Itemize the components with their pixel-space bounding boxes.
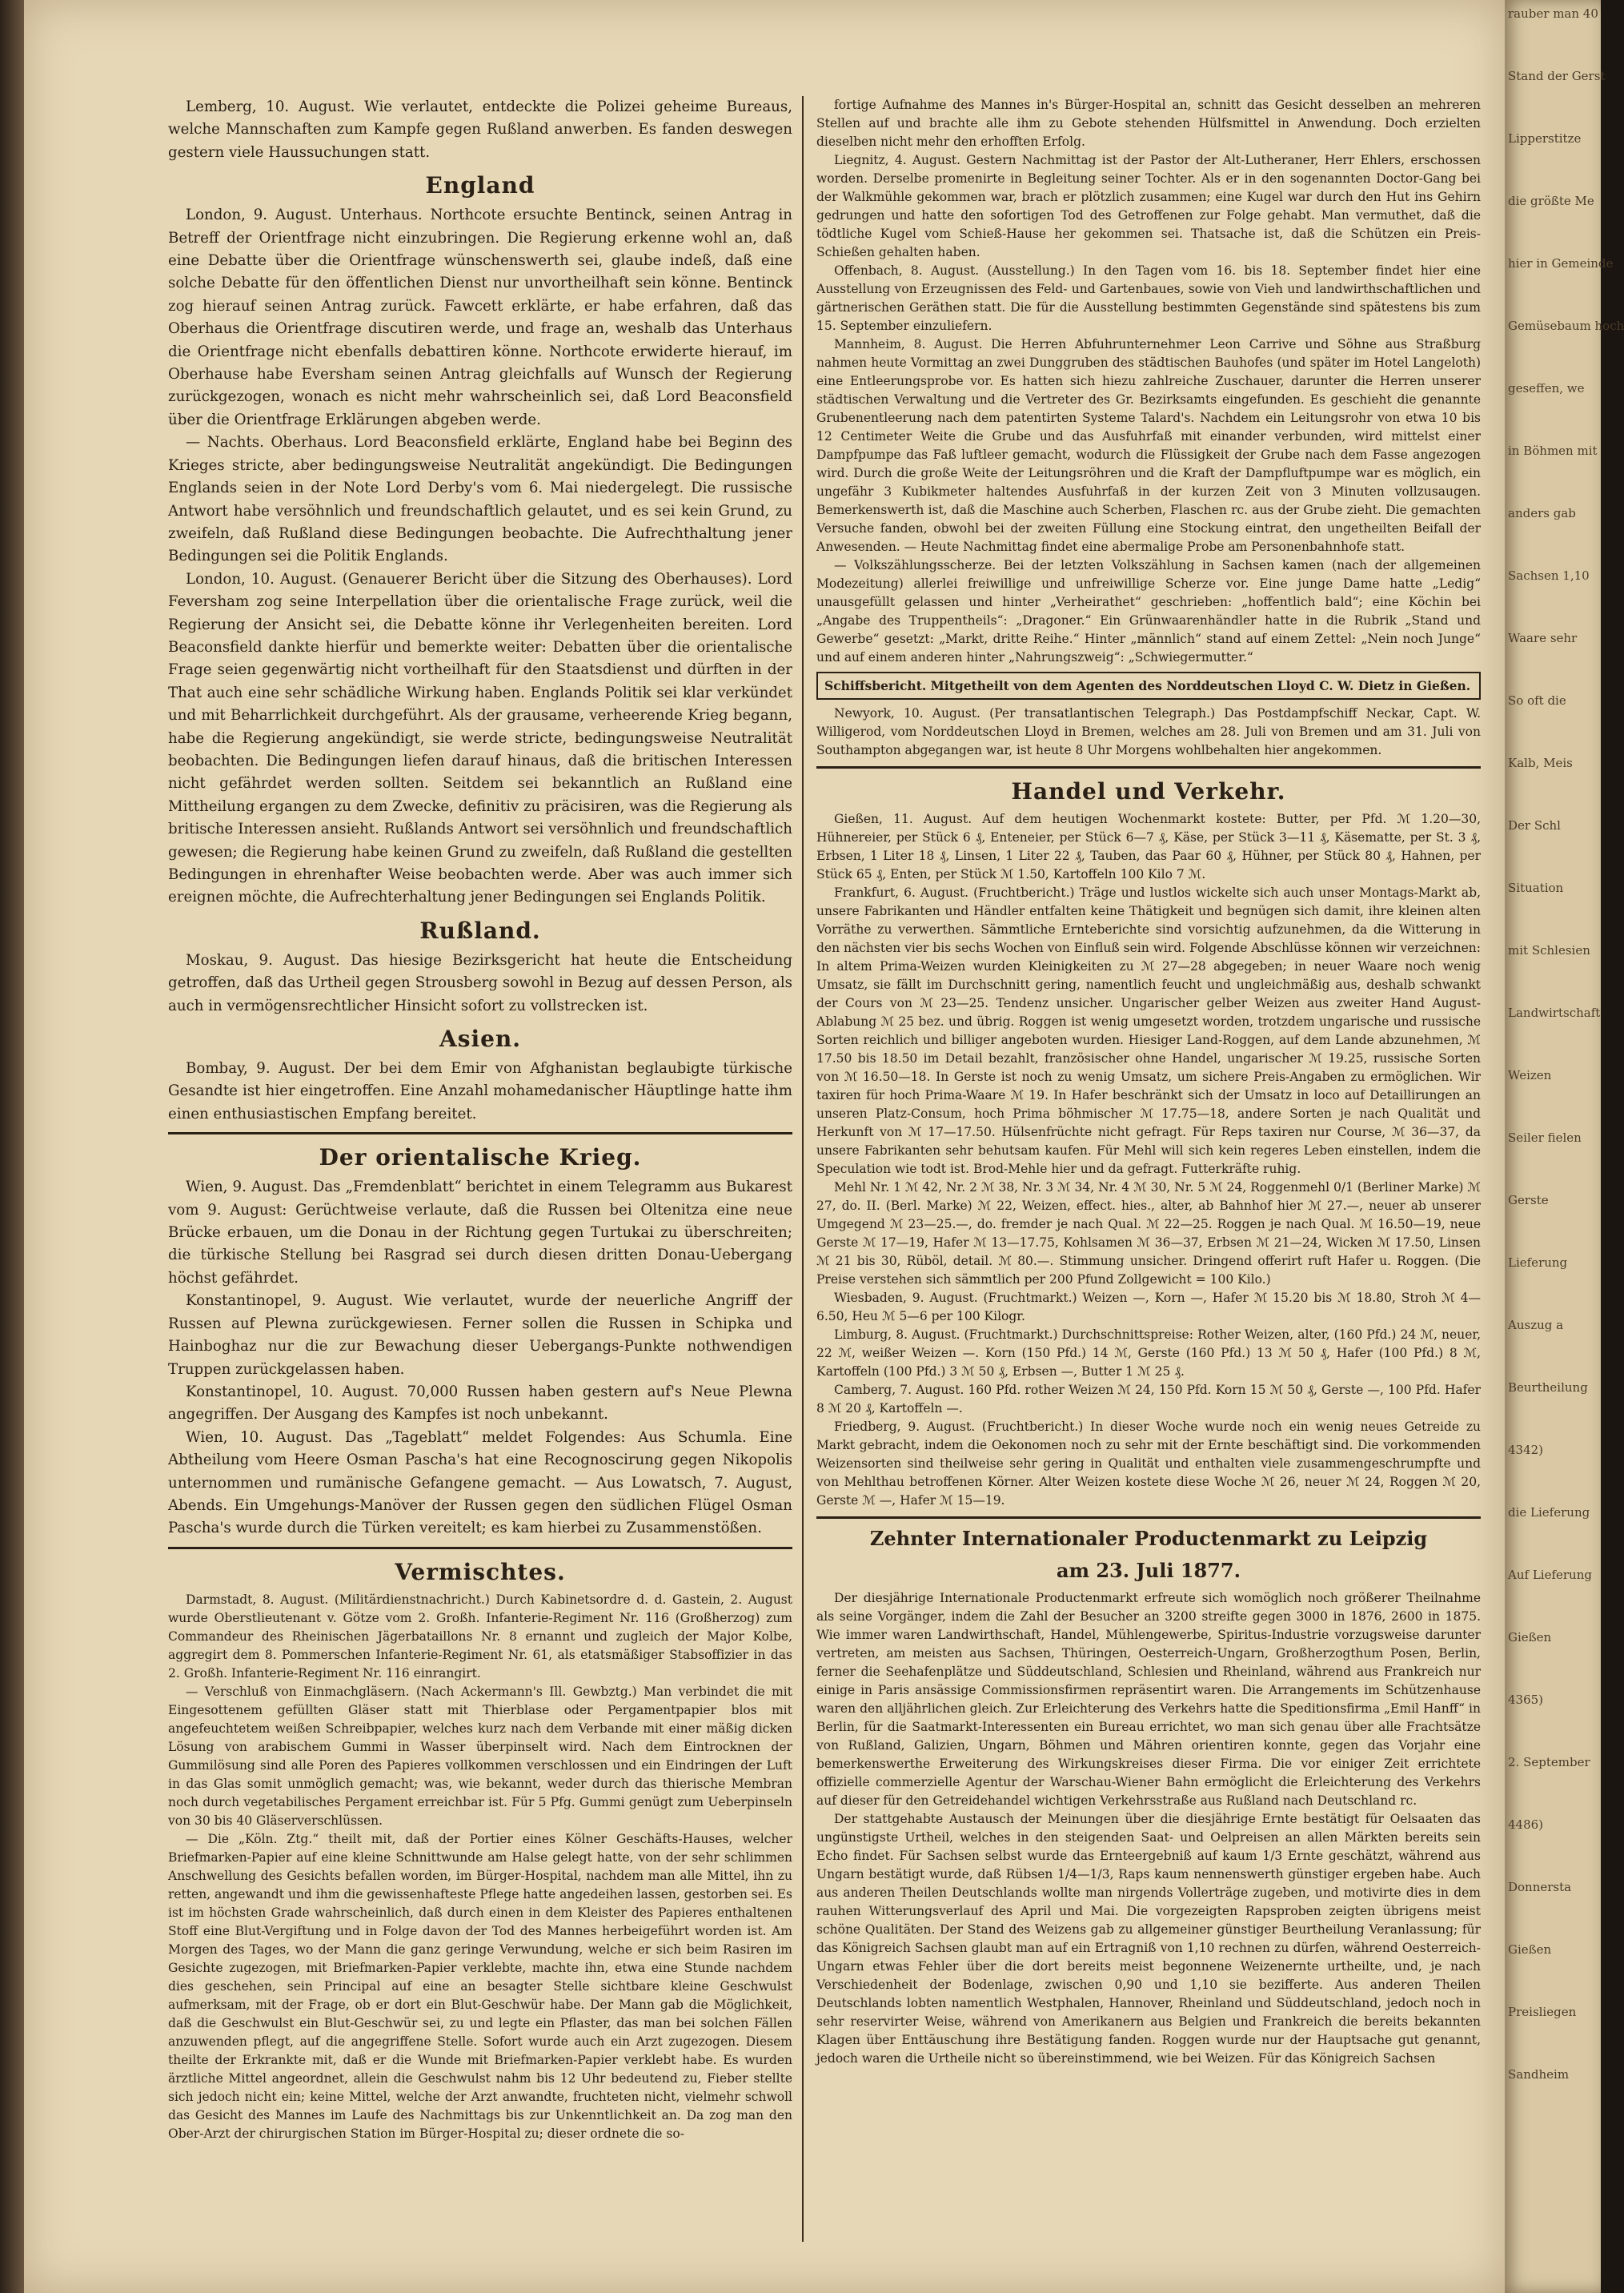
article-konstantinopel-2: Konstantinopel, 10. August. 70,000 Russen haben gestern auf's Neue Plewna angegriffen. Der Ausgang des Kampfes ist noch unbekannt. bbox=[168, 1383, 792, 1424]
article-liegnitz: Liegnitz, 4. August. Gestern Nachmittag ist der Pastor der Alt-Lutheraner, Herr Ehlers, erschossen worden. Derselbe promenirte in Begleitung seiner Tochter. Als er in den sogenannten Doctor-Gang bei der Walkmühle gekommen war, brach er plötzlich zusammen; eine Kugel war durch den Hut ins Gehirn gedrungen und hatte den sofortigen Tod des Getroffenen zur Folge gehabt. Man vermuthet, daß die tödtliche Kugel vom Schieß-Hause her gekommen sei. Thatsache ist, daß die Schützen ein Preis-Schießen gehalten haben. bbox=[816, 153, 1481, 259]
divider bbox=[168, 1547, 792, 1549]
article-moskau: Moskau, 9. August. Das hiesige Bezirksgericht hat heute die Entscheidung getroffen, daß das Urtheil gegen Strousberg sowohl in Bezug auf dessen Person, als auch in vermögensrechtlicher Hinsicht sofort zu vollstrecken ist. bbox=[168, 951, 792, 1014]
edge-line: die größte Me bbox=[1508, 194, 1594, 208]
edge-line: 4365) bbox=[1508, 1693, 1544, 1707]
market-giessen: Gießen, 11. August. Auf dem heutigen Wochenmarkt kostete: Butter, per Pfd. ℳ 1.20—30, Hühnereier, per Stück 6 ₰, Enteneier, per Stück 6—7 ₰, Käse, per Stück 3—11 ₰, Käsematte, per St. 3 ₰, Erbsen, 1 Liter 18 ₰, Linsen, 1 Liter 22 ₰, Tauben, das Paar 60 ₰, Hühner, per Stück 80 ₰, Hahnen, per Stück 65 ₰, Enten, per Stück ℳ 1.50, Kartoffeln 100 Kilo 7 ℳ. bbox=[816, 812, 1481, 881]
article-koeln-cont: fortige Aufnahme des Mannes in's Bürger-Hospital an, schnitt das Gesicht desselben an mehreren Stellen auf und brachte alle ihm zu Gebote stehenden Hülfsmittel in Anwendung. Doch erzielten dieselben nicht mehr den erhofften Erfolg. bbox=[816, 98, 1481, 149]
article-london-2: London, 10. August. (Genauerer Bericht über die Sitzung des Oberhauses). Lord Feversham zog seine Interpellation über die orientalische Frage zurück, weil die Regierung der Ansicht sei, die Debatte könne ihr Verlegenheiten bereiten. Lord Beaconsfield dankte hierfür und bemerkte weiter: Debatten über die orientalische Frage seien gegenwärtig nicht vortheilhaft für den Staatsdienst und dürften in der That auch eine sehr schädliche Wirkung haben. Englands Politik sei klar verkündet und mit Beharrlichkeit durchgeführt. Als der grausame, verheerende Krieg begann, habe die Regierung angekündigt, sie werde stricte, bedingungsweise Neutralität beobachten. Die Bedingungen liefen darauf hinaus, daß die britischen Interessen nicht gefährdet werden sollten. Seitdem sei bekanntlich an Rußland eine Mittheilung ergangen zu dem Zwecke, definitiv zu präcisiren, was die Regierung als britische Interessen ansieht. Rußlands Antwort sei versöhnlich und freundschaftlich gewesen; die Regierung habe keinen Grund zu zweifeln, daß Rußland die gestellten Bedingungen in ehrenhafter Weise beobachten werde. Aber was auch immer sich ereignen möchte, die Aufrechterhaltung jener Bedingungen sei Englands Politik. bbox=[168, 570, 792, 906]
edge-line: Auszug a bbox=[1508, 1318, 1564, 1332]
market-mehl: Mehl Nr. 1 ℳ 42, Nr. 2 ℳ 38, Nr. 3 ℳ 34, Nr. 4 ℳ 30, Nr. 5 ℳ 24, Roggenmehl 0/1 (Berliner Marke) ℳ 27, do. II. (Berl. Marke) ℳ 22, Weizen, effect. hies., alter, ab Bahnhof hier ℳ 27.—, neuer ab unserer Umgegend ℳ 23—25.—, do. fremder je nach Qual. ℳ 22—25. Roggen je nach Qual. ℳ 16.50—19, neue Gerste ℳ 17—19, Hafer ℳ 13—17.75, Kohlsamen ℳ 36—37, Erbsen ℳ 21—24, Wicken ℳ 17.50, Linsen ℳ 21 bis 30, Rüböl, detail. ℳ 80.—. Stimmung unsicher. Dringend offerirt ruft Hafer u. Roggen. (Die Preise verstehen sich sämmtlich per 200 Pfund Zollgewicht = 100 Kilo.) bbox=[816, 1180, 1482, 1287]
book-spine bbox=[0, 0, 24, 2293]
edge-line: Gemüsebaum hoch bbox=[1508, 319, 1624, 333]
article-wien-1: Wien, 9. August. Das „Fremdenblatt“ berichtet in einem Telegramm aus Bukarest vom 9. August: Gerüchtweise verlaute, daß die Russen bei Oltenitza eine neue Brücke erbauen, um die Donau in der Richtung gegen Turtukai zu überschreiten; die türkische Stellung bei Rasgrad sei durch diesen dritten Donau-Uebergang höchst gefährdet. bbox=[168, 1179, 792, 1287]
edge-line: 4342) bbox=[1508, 1443, 1544, 1457]
divider bbox=[168, 1132, 792, 1134]
adjacent-page-fragments bbox=[1505, 0, 1624, 2133]
edge-line: 2. September bbox=[1508, 1755, 1590, 1769]
edge-line: Landwirtschaft bbox=[1508, 1006, 1601, 1020]
left-column bbox=[168, 96, 792, 2143]
edge-line: Situation bbox=[1508, 881, 1564, 895]
edge-line: geseffen, we bbox=[1508, 381, 1585, 396]
article-london-1: London, 9. August. Unterhaus. Northcote ersuchte Bentinck, seinen Antrag in Betreff der Orientfrage nicht einzubringen. Die Regierung erkenne wohl an, daß eine Debatte über die Orientfrage wünschenswerth sei, glaube indeß, daß eine solche Debatte für den öffentlichen Dienst nur unvortheilhaft sein könne. Bentinck zog hierauf seinen Antrag zurück. Fawcett erklärte, er habe erfahren, daß das Oberhaus die Orientfrage discutiren werde, und frage an, weshalb das Unterhaus die Orientfrage nicht ebenfalls debattiren könne. Northcote erwiderte hierauf, im Oberhause habe Eversham seinen Antrag gleichfalls auf Wunsch der Regierung zurückgezogen, wonach es nicht mehr wahrscheinlich sei, daß Lord Beaconsfield über die Orientfrage Erklärungen abgeben werde. bbox=[168, 207, 792, 428]
edge-line: die Lieferung bbox=[1508, 1505, 1590, 1520]
edge-line: anders gab bbox=[1508, 506, 1576, 520]
edge-line: Der Schl bbox=[1508, 818, 1561, 833]
edge-line: hier in Gemeinde bbox=[1508, 256, 1614, 271]
edge-line: 4486) bbox=[1508, 1817, 1544, 1832]
edge-line: Gießen bbox=[1508, 1630, 1552, 1644]
edge-line: Sachsen 1,10 bbox=[1508, 568, 1590, 583]
edge-line: Kalb, Meis bbox=[1508, 756, 1573, 770]
article-nachts: — Nachts. Oberhaus. Lord Beaconsfield erklärte, England habe bei Beginn des Krieges stricte, aber bedingungsweise Neutralität angekündigt. Die Bedingungen Englands seien in der Note Lord Derby's vom 6. Mai niedergelegt. Die russische Antwort habe versöhnlich und freundschaftlich gelautet, und es sei kein Grund, zu zweifeln, daß Rußland diese Bedingungen beobachte. Die Aufrechthaltung jener Bedingungen sei die Politik Englands. bbox=[168, 434, 792, 565]
article-konstantinopel-1: Konstantinopel, 9. August. Wie verlautet, wurde der neuerliche Angriff der Russen auf Plewna zurückgewiesen. Ferner sollen die Russen in Schipka und Hainboghaz nur die zur Bewachung dieser Uebergangs-Punkte nothwendigen Truppen zurückgelassen haben. bbox=[168, 1292, 792, 1378]
edge-line: Stand der Gerst bbox=[1508, 69, 1606, 83]
edge-line: Gießen bbox=[1508, 1942, 1552, 1957]
edge-line: Lipperstitze bbox=[1508, 131, 1582, 146]
article-mannheim: Mannheim, 8. August. Die Herren Abfuhrunternehmer Leon Carrive und Söhne aus Straßburg nahmen heute Vormittag an zwei Dunggruben des städtischen Bauhofes (und später im Hotel Langeloth) eine Entleerungsprobe vor. Es hatten sich hiezu zahlreiche Zuschauer, darunter die Herren unserer städtischen Verwaltung und die Vertreter des Gr. Bezirksamts eingefunden. Es geschieht die genannte Grubenentleerung nach dem patentirten Systeme Talard's. Nachdem ein Leitungsrohr von etwa 10 bis 12 Centimeter Weite die Grube und das Ausfuhrfaß mit einander verbunden, wird mittelst einer Dampfpumpe das Faß luftleer gemacht, wodurch die Flüssigkeit der Grube nach dem Fasse angezogen wird. Durch die große Weite der Leitungsröhren und die Kraft der Dampfluftpumpe war es möglich, ein ungefähr 3 Kubikmeter haltendes Ausfuhrfaß in der kurzen Zeit von 3 Minuten vollzusaugen. Bemerkenswerth ist, daß die Maschine auch Scherben, Flaschen rc. aus der Grube zieht. Die gemachten Versuche fanden, obwohl bei der zweiten Füllung eine Stockung eintrat, den ungetheilten Beifall der Anwesenden. — Heute Nachmittag findet eine abermalige Probe am Personenbahnhofe statt. bbox=[816, 337, 1481, 554]
divider bbox=[816, 766, 1481, 769]
heading-vermischtes: Vermischtes. bbox=[395, 1558, 566, 1585]
edge-line: So oft die bbox=[1508, 693, 1566, 708]
leipzig-date: am 23. Juli 1877. bbox=[1057, 1559, 1241, 1582]
heading-asien: Asien. bbox=[439, 1026, 522, 1053]
article-koeln: — Die „Köln. Ztg.“ theilt mit, daß der Portier eines Kölner Geschäfts-Hauses, welcher Briefmarken-Papier auf eine kleine Schnittwunde am Halse gelegt hatte, von der sehr schlimmen Anschwellung des Gesichts befallen worden, im Bürger-Hospital, nachdem man alle Mittel, ihn zu retten, angewandt und ihm die gewissenhafteste Pflege hatte angedeihen lassen, gestorben sei. Es ist im höchsten Grade wahrscheinlich, daß durch einen in dem Kleister des Papieres enthaltenen Stoff eine Blut-Vergiftung und in Folge davon der Tod des Mannes herbeigeführt worden ist. Am Morgen des Tages, wo der Mann die ganz geringe Verwundung, welche er sich beim Rasiren im Gesichte zugezogen, mit Briefmarken-Papier verklebte, machte ihn, etwa eine Stunde nachdem dies geschehen, sein Principal auf eine an besagter Stelle sichtbare kleine Geschwulst aufmerksam, mit der Frage, ob er dort ein Blut-Geschwür habe. Der Mann gab die Möglichkeit, daß die Geschwulst ein Blut-Geschwür sei, zu und legte ein Pflaster, das man bei solchen Fällen anzuwenden pflegt, auf die angegriffene Stelle. Sofort wurde auch ein Arzt zugezogen. Diesem theilte der Erkrankte mit, daß er die Wunde mit Briefmarken-Papier verklebt habe. Es wurden ärztliche Mittel angeordnet, allein die Geschwulst nahm bis 12 Uhr bedeutend zu, Fieber stellte sich jedoch nicht ein; keine Mittel, welche der Arzt anwandte, fruchteten nicht, vielmehr schwoll das Gesicht des Mannes im Laufe des Nachmittags bis zur Unkenntlichkeit an. Da zog man den Ober-Arzt der chirurgischen Station im Bürger-Hospital zu; dieser ordnete die so- bbox=[168, 1831, 792, 2141]
edge-line: Beurtheilung bbox=[1508, 1380, 1588, 1395]
edge-line: mit Schlesien bbox=[1508, 943, 1590, 958]
article-lemberg: Lemberg, 10. August. Wie verlautet, entdeckte die Polizei geheime Bureaus, welche Mannschaften zum Kampfe gegen Rußland anwerben. Es fanden deswegen gestern viele Haussuchungen statt. bbox=[168, 98, 792, 161]
shipping-report-header: Schiffsbericht. Mitgetheilt von dem Agenten des Norddeutschen Lloyd C. W. Dietz in Gießen. bbox=[816, 672, 1481, 700]
leipzig-report-1: Der diesjährige Internationale Productenmarkt erfreute sich womöglich noch größerer Theilnahme als seine Vorgänger, indem die Zahl der Besucher an 3200 streifte gegen 3000 in 1876, 2600 in 1875. Wie immer waren Landwirthschaft, Handel, Mühlengewerbe, Spiritus-Industrie vorzugsweise darunter vertreten, am meisten aus Sachsen, Thüringen, Oesterreich-Ungarn, Großherzogthum Posen, Berlin, ferner die Seehafenplätze und Süddeutschland, Schlesien und Rheinland, während aus Frankreich nur einige in Paris ansässige Commissionsfirmen repräsentirt waren. Die Arrangements im Schützenhause waren den alljährlichen gleich. Zur Erleichterung des Verkehrs hatte die Speditionsfirma „Emil Hanff“ in Berlin, für die Saatmarkt-Interessenten ein Bureau errichtet, wo man sich genau über alle Frachtsätze von Rußland, Galizien, Ungarn, Böhmen und Mähren orientiren konnte, gegen das Vorjahr eine bemerkenswerthe Erweiterung des Wirkungskreises dieser Firma. Die vor einiger Zeit errichtete offizielle commerzielle Agentur der Warschau-Wiener Bahn ermöglicht die Erleichterung des Verkehrs auf dieser für den Getreidehandel wichtigen Verkehrsstraße aus Rußland nach Deutschland rc. bbox=[816, 1591, 1481, 1808]
heading-england: England bbox=[425, 172, 535, 199]
edge-line: Lieferung bbox=[1508, 1255, 1568, 1270]
divider bbox=[816, 1516, 1481, 1519]
edge-line: Seiler fielen bbox=[1508, 1130, 1582, 1145]
article-volkszaehlung: — Volkszählungsscherze. Bei der letzten Volkszählung in Sachsen kamen (nach der allgemeinen Modezeitung) allerlei freiwillige und unfreiwillige Scherze vor. Eine junge Dame hatte „Ledig“ unausgefüllt gelassen und hinter „Verheirathet“ geschrieben: „hoffentlich bald“; eine Köchin bei „Angabe des Truppentheils“: „Dragoner.“ Ein Grünwaarenhändler hatte in die Rubrik „Stand und Gewerbe“ gesetzt: „Markt, dritte Reihe.“ Hinter „männlich“ stand auf einem Zettel: „Nein noch Junge“ und auf einem anderen hinter „Nahrungszweig“: „Schwiegermutter.“ bbox=[816, 558, 1481, 665]
edge-line: Weizen bbox=[1508, 1068, 1552, 1082]
edge-line: Auf Lieferung bbox=[1508, 1568, 1592, 1582]
edge-line: Gerste bbox=[1508, 1193, 1549, 1207]
article-newyork: Newyork, 10. August. (Per transatlantischen Telegraph.) Das Postdampfschiff Neckar, Capt. W. Willigerod, vom Norddeutschen Lloyd in Bremen, welches am 28. Juli von Bremen und am 31. Juli von Southampton abgegangen war, ist heute 8 Uhr Morgens wohlbehalten hier angekommen. bbox=[816, 706, 1481, 757]
article-darmstadt: Darmstadt, 8. August. (Militärdienstnachricht.) Durch Kabinetsordre d. d. Gastein, 2. August wurde Oberstlieutenant v. Götze vom 2. Großh. Infanterie-Regiment Nr. 116 (Großherzog) zum Commandeur des Rheinischen Jägerbataillons Nr. 8 ernannt und zugleich der Major Kolbe, aggregirt dem 8. Pommerschen Infanterie-Regiment Nr. 61, als etatsmäßiger Stabsoffizier in das 2. Großh. Infanterie-Regiment Nr. 116 einrangirt. bbox=[168, 1592, 792, 1681]
market-frankfurt: Frankfurt, 6. August. (Fruchtbericht.) Träge und lustlos wickelte sich auch unser Montags-Markt ab, unsere Fabrikanten und Händler entfalten keine Thätigkeit und begnügen sich damit, ihre kleinen alten Vorräthe zu verwerthen. Sämmtliche Ernteberichte sind vorsichtig aufzunehmen, da die Witterung in den nächsten vier bis sechs Wochen von Einfluß sein wird. Folgende Abschlüsse können wir verzeichnen: In altem Prima-Weizen wurden Kleinigkeiten zu ℳ 27—28 abgegeben; in neuer Waare noch wenig Umsatz, sie fällt im Durchschnitt gering, namentlich feucht und ungleichmäßig aus, deshalb schwankt der Cours von ℳ 23—25. Tendenz unsicher. Ungarischer gelber Weizen aus zweiter Hand August-Ablabung ℳ 25 bez. und übrig. Roggen ist wenig umgesetzt worden, trotzdem ungarische und russische Sorten reichlich und billiger angeboten wurden. Hiesiger Land-Roggen, auf dem Lande abzunehmen, ℳ 17.50 bis 18.50 im Detail bezahlt, französischer ohne Handel, ungarischer ℳ 19.25, russische Sorten von ℳ 16.50—18. In Gerste ist noch zu wenig Umsatz, um sichere Preis-Angaben zu ermöglichen. Wir taxiren für hoch Prima-Waare ℳ 19. In Hafer beschränkt sich der Umsatz in loco auf Detaillirungen an unseren Platz-Consum, hoch Prima böhmischer ℳ 17.75—18, andere Sorten je nach Qualität und Herkunft von ℳ 17—17.50. Hülsenfrüchte nicht gefragt. Für Reps taxiren nur Course, ℳ 36—37, da unsere Fabrikanten sehr behutsam kaufen. Für Mehl will sich kein regeres Leben einstellen, indem die Speculation wie todt ist. Brod-Mehle hier und da gefragt. Futterkräfte ruhig. bbox=[816, 885, 1481, 1176]
market-camberg: Camberg, 7. August. 160 Pfd. rother Weizen ℳ 24, 150 Pfd. Korn 15 ℳ 50 ₰, Gerste —, 100 Pfd. Hafer 8 ℳ 20 ₰, Kartoffeln —. bbox=[816, 1383, 1481, 1416]
edge-line: rauber man 40 bbox=[1508, 6, 1598, 21]
heading-handel: Handel und Verkehr. bbox=[1011, 778, 1286, 805]
leipzig-title: Zehnter Internationaler Productenmarkt zu Leipzig bbox=[869, 1527, 1428, 1550]
adjacent-page-edge bbox=[1505, 0, 1624, 2293]
edge-line: in Böhmen mit bbox=[1508, 444, 1598, 458]
edge-line: Preisliegen bbox=[1508, 2005, 1577, 2019]
market-wiesbaden: Wiesbaden, 9. August. (Fruchtmarkt.) Weizen —, Korn —, Hafer ℳ 15.20 bis ℳ 18.80, Stroh ℳ 4—6.50, Heu ℳ 5—6 per 100 Kilogr. bbox=[816, 1291, 1481, 1323]
edge-line: Waare sehr bbox=[1508, 631, 1578, 645]
article-offenbach: Offenbach, 8. August. (Ausstellung.) In den Tagen vom 16. bis 18. September findet hier eine Ausstellung von Erzeugnissen des Feld- und Gartenbaues, sowie von Vieh und landwirthschaftlichen und gärtnerischen Geräthen statt. Die für die Ausstellung bestimmten Gegenstände sind spätestens bis zum 15. September einzuliefern. bbox=[816, 263, 1481, 333]
newspaper-page bbox=[24, 0, 1505, 2293]
heading-krieg: Der orientalische Krieg. bbox=[319, 1144, 642, 1171]
article-wien-2: Wien, 10. August. Das „Tageblatt“ meldet Folgendes: Aus Schumla. Eine Abtheilung vom Heere Osman Pascha's hat eine Recognoscirung gegen Nikopolis unternommen und rumänische Gefangene gemacht. — Aus Lowatsch, 7. August, Abends. Ein Umgehungs-Manöver der Russen gegen den südlichen Flügel Osman Pascha's wurde durch die Türken vereitelt; es kam hierbei zu Zusammenstößen. bbox=[168, 1428, 792, 1537]
column-rule bbox=[802, 96, 804, 2242]
edge-line: Sandheim bbox=[1508, 2067, 1570, 2082]
heading-russland: Rußland. bbox=[419, 917, 541, 944]
market-limburg: Limburg, 8. August. (Fruchtmarkt.) Durchschnittspreise: Rother Weizen, alter, (160 Pfd.) 24 ℳ, neuer, 22 ℳ, weißer Weizen —. Korn (150 Pfd.) 14 ℳ, Gerste (160 Pfd.) 13 ℳ 50 ₰, Hafer (100 Pfd.) 8 ℳ, Kartoffeln (100 Pfd.) 3 ℳ 50 ₰, Erbsen —, Butter 1 ℳ 25 ₰. bbox=[816, 1327, 1481, 1379]
right-column bbox=[816, 96, 1481, 2068]
article-bombay: Bombay, 9. August. Der bei dem Emir von Afghanistan beglaubigte türkische Gesandte ist hier eingetroffen. Eine Anzahl mohamedanischer Häuptlinge hatte ihm einen enthusiastischen Empfang bereitet. bbox=[168, 1060, 792, 1122]
article-einmachglaeser: — Verschluß von Einmachgläsern. (Nach Ackermann's Ill. Gewbztg.) Man verbindet die mit Eingesottenem gefüllten Gläser statt mit Thierblase oder Pergamentpapier blos mit angefeuchtetem weißen Schreibpapier, welches kurz nach dem Verbande mit einer mäßig dicken Lösung von arabischem Gummi in Wasser überpinselt wird. Nach dem Eintrocknen der Gummilösung sind alle Poren des Papieres vollkommen verschlossen und ein Eindringen der Luft in das Glas somit unmöglich gemacht; was, wie bekannt, weder durch das thierische Membran noch durch vegetabilisches Pergament erreichbar ist. Für 5 Pfg. Gummi genügt zum Ueberpinseln von 30 bis 40 Gläserverschlüssen. bbox=[168, 1684, 792, 1828]
leipzig-report-2: Der stattgehabte Austausch der Meinungen über die diesjährige Ernte bestätigt für Oelsaaten das ungünstigste Urtheil, welches in den steigenden Saat- und Oelpreisen an allen Märkten bereits sein Echo findet. Für Sachsen selbst wurde das Ernteergebniß auf kaum 1/3 Ernte geschätzt, während aus Ungarn bestätigt wurde, daß Rübsen 1/4—1/3, Raps kaum nennenswerth günstiger ergeben habe. Auch aus anderen Theilen Deutschlands wollte man nirgends Vollerträge zugeben, und motivirte dies in dem rauhen Witterungsverlauf des April und Mai. Die vorgezeigten Rapsproben zeigten übrigens meist schöne Qualitäten. Der Stand des Weizens gab zu allgemeiner günstiger Beurtheilung Veranlassung; für das Königreich Sachsen glaubt man auf ein Ertragniß von 1,10 rechnen zu dürfen, während Oesterreich-Ungarn etwas Fehler über die dort bereits meist begonnene Weizenernte urtheilte, und, je nach Verschiedenheit der Bodenlage, zwischen 0,90 und 1,10 sie bezifferte. Aus anderen Theilen Deutschlands lobten namentlich Westphalen, Hannover, Rheinland und Süddeutschland, jedoch noch in sehr reservirter Weise, während von Amerikanern aus Belgien und Frankreich die bereits bekannten Klagen über Enttäuschung ihre Bestätigung fanden. Roggen wurde nur der Hauptsache gut genannt, jedoch waren die Urtheile nicht so übereinstimmend, wie bei Weizen. Für das Königreich Sachsen bbox=[816, 1812, 1481, 2066]
market-friedberg: Friedberg, 9. August. (Fruchtbericht.) In dieser Woche wurde noch ein wenig neues Getreide zu Markt gebracht, indem die Oekonomen noch zu sehr mit der Ernte beschäftigt sind. Die vorkommenden Weizensorten sind theilweise sehr gering in Qualität und enthalten viele zusammengeschrumpfte und von Mehlthau betroffenen Körner. Alter Weizen kostete diese Woche ℳ 26, neuer ℳ 24, Roggen ℳ 20, Gerste ℳ —, Hafer ℳ 15—19. bbox=[816, 1420, 1481, 1508]
edge-line: Donnersta bbox=[1508, 1880, 1572, 1894]
